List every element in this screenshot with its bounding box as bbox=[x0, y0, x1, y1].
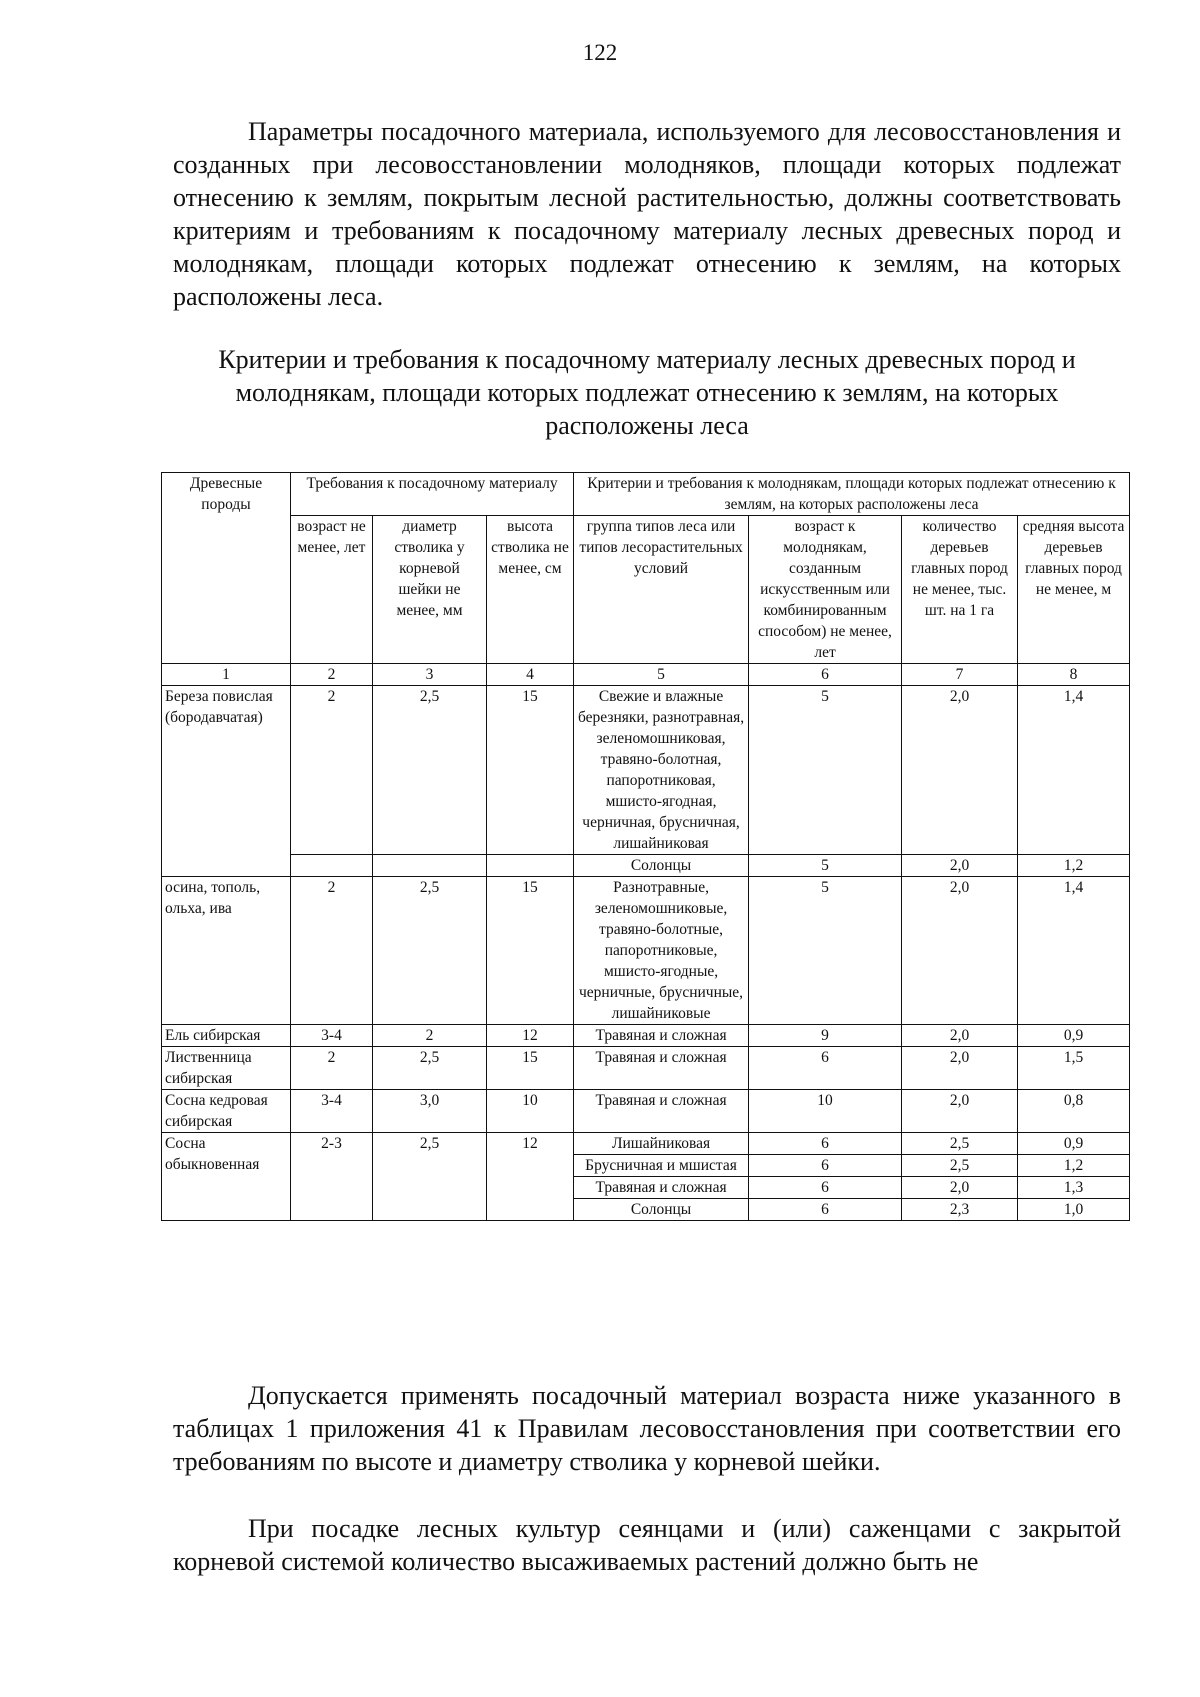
cell-avg-height: 0,9 bbox=[1018, 1025, 1130, 1047]
cell-count: 2,0 bbox=[902, 1177, 1018, 1199]
cell-count: 2,0 bbox=[902, 855, 1018, 877]
cell-forest-type: Травяная и сложная bbox=[574, 1177, 749, 1199]
cell-forest-type: Брусничная и мшистая bbox=[574, 1155, 749, 1177]
table-row bbox=[162, 1090, 1130, 1133]
cell-count: 2,0 bbox=[902, 1047, 1018, 1090]
cell-height: 15 bbox=[487, 686, 574, 855]
cell-young-age: 6 bbox=[749, 1199, 902, 1221]
cell-young-age: 5 bbox=[749, 855, 902, 877]
page-number: 122 bbox=[582, 40, 618, 65]
cell-species: Сосна обыкновенная bbox=[162, 1133, 291, 1221]
header-avg-height: средняя высота деревьев главных пород не менее, м bbox=[1018, 516, 1130, 664]
cell-avg-height: 0,8 bbox=[1018, 1090, 1130, 1133]
cell-count: 2,5 bbox=[902, 1155, 1018, 1177]
cell-age: 2 bbox=[291, 877, 373, 1025]
cell-age: 2-3 bbox=[291, 1133, 373, 1221]
cell-age: 2 bbox=[291, 1047, 373, 1090]
column-number: 1 bbox=[162, 664, 291, 686]
cell-age bbox=[291, 855, 373, 877]
cell-young-age: 5 bbox=[749, 877, 902, 1025]
column-number: 4 bbox=[487, 664, 574, 686]
cell-avg-height: 1,0 bbox=[1018, 1199, 1130, 1221]
table-title: Критерии и требования к посадочному материалу лесных древесных пород и молоднякам, площади которых подлежат отнесению к землям, на которых расположены леса bbox=[218, 345, 1076, 440]
cell-forest-type: Лишайниковая bbox=[574, 1133, 749, 1155]
intro-paragraph: Параметры посадочного материала, используемого для лесовосстановления и созданных при лесовосстановлении молодняков, площади которых подлежат отнесению к землям, покрытым лесной растительностью, должны соответствовать критериям и требованиям к посадочному материалу лесных древесных пород и молоднякам, площади которых подлежат отнесению к землям, на которых расположены леса. bbox=[173, 117, 1121, 311]
table-row bbox=[162, 877, 1130, 1025]
table-row bbox=[162, 1133, 1130, 1155]
column-number: 6 bbox=[749, 664, 902, 686]
cell-diameter: 2 bbox=[373, 1025, 487, 1047]
cell-diameter: 2,5 bbox=[373, 1133, 487, 1221]
cell-avg-height: 1,2 bbox=[1018, 855, 1130, 877]
cell-young-age: 6 bbox=[749, 1155, 902, 1177]
column-number: 2 bbox=[291, 664, 373, 686]
cell-forest-type: Разнотравные, зеленомошниковые, травяно-болотные, папоротниковые, мшисто-ягодные, черничные, брусничные, лишайниковые bbox=[574, 877, 749, 1025]
cell-diameter: 2,5 bbox=[373, 686, 487, 855]
cell-forest-type: Травяная и сложная bbox=[574, 1090, 749, 1133]
header-species: Древесные породы bbox=[162, 473, 291, 664]
cell-height bbox=[487, 855, 574, 877]
table-row bbox=[162, 1025, 1130, 1047]
cell-forest-type: Травяная и сложная bbox=[574, 1025, 749, 1047]
cell-count: 2,0 bbox=[902, 877, 1018, 1025]
cell-count: 2,5 bbox=[902, 1133, 1018, 1155]
cell-diameter bbox=[373, 855, 487, 877]
cell-age: 2 bbox=[291, 686, 373, 855]
cell-count: 2,0 bbox=[902, 686, 1018, 855]
criteria-table-container bbox=[161, 472, 1129, 1221]
cell-count: 2,0 bbox=[902, 1025, 1018, 1047]
criteria-table bbox=[161, 472, 1130, 1221]
column-number: 3 bbox=[373, 664, 487, 686]
header-forest-type: группа типов леса или типов лесорастительных условий bbox=[574, 516, 749, 664]
cell-age: 3-4 bbox=[291, 1090, 373, 1133]
table-header-row-2 bbox=[162, 516, 1130, 664]
cell-young-age: 6 bbox=[749, 1133, 902, 1155]
table-header-row-1 bbox=[162, 473, 1130, 516]
cell-young-age: 9 bbox=[749, 1025, 902, 1047]
cell-species: Береза повислая (бородавчатая) bbox=[162, 686, 291, 855]
cell-avg-height: 1,4 bbox=[1018, 686, 1130, 855]
column-number: 8 bbox=[1018, 664, 1130, 686]
header-young-age: возраст к молоднякам, созданным искусственным или комбинированным способом) не менее, лет bbox=[749, 516, 902, 664]
cell-avg-height: 1,3 bbox=[1018, 1177, 1130, 1199]
column-number-row bbox=[162, 664, 1130, 686]
header-height: высота стволика не менее, см bbox=[487, 516, 574, 664]
cell-count: 2,0 bbox=[902, 1090, 1018, 1133]
cell-avg-height: 1,4 bbox=[1018, 877, 1130, 1025]
cell-avg-height: 1,2 bbox=[1018, 1155, 1130, 1177]
cell-young-age: 6 bbox=[749, 1177, 902, 1199]
cell-species: Лиственница сибирская bbox=[162, 1047, 291, 1090]
cell-forest-type: Травяная и сложная bbox=[574, 1047, 749, 1090]
header-age: возраст не менее, лет bbox=[291, 516, 373, 664]
cell-young-age: 10 bbox=[749, 1090, 902, 1133]
cell-young-age: 5 bbox=[749, 686, 902, 855]
table-row bbox=[162, 1047, 1130, 1090]
cell-forest-type: Свежие и влажные березняки, разнотравная, зеленомошниковая, травяно-болотная, папоротниковая, мшисто-ягодная, черничная, брусничная, лишайниковая bbox=[574, 686, 749, 855]
cell-forest-type: Солонцы bbox=[574, 1199, 749, 1221]
header-group-young: Критерии и требования к молоднякам, площади которых подлежат отнесению к землям, на которых расположены леса bbox=[574, 473, 1130, 516]
table-row bbox=[162, 686, 1130, 855]
cell-height: 12 bbox=[487, 1133, 574, 1221]
column-number: 7 bbox=[902, 664, 1018, 686]
cell-young-age: 6 bbox=[749, 1047, 902, 1090]
cell-height: 10 bbox=[487, 1090, 574, 1133]
header-count: количество деревьев главных пород не менее, тыс. шт. на 1 га bbox=[902, 516, 1018, 664]
cell-diameter: 2,5 bbox=[373, 877, 487, 1025]
cell-species: осина, тополь, ольха, ива bbox=[162, 877, 291, 1025]
cell-forest-type: Солонцы bbox=[574, 855, 749, 877]
cell-species: Ель сибирская bbox=[162, 1025, 291, 1047]
cell-height: 15 bbox=[487, 1047, 574, 1090]
header-group-material: Требования к посадочному материалу bbox=[291, 473, 574, 516]
cell-age: 3-4 bbox=[291, 1025, 373, 1047]
cell-avg-height: 1,5 bbox=[1018, 1047, 1130, 1090]
header-diameter: диаметр стволика у корневой шейки не менее, мм bbox=[373, 516, 487, 664]
cell-diameter: 3,0 bbox=[373, 1090, 487, 1133]
closed-root-paragraph: При посадке лесных культур сеянцами и (или) саженцами с закрытой корневой системой количество высаживаемых растений должно быть не bbox=[173, 1514, 1121, 1576]
cell-avg-height: 0,9 bbox=[1018, 1133, 1130, 1155]
cell-height: 15 bbox=[487, 877, 574, 1025]
cell-species bbox=[162, 855, 291, 877]
cell-height: 12 bbox=[487, 1025, 574, 1047]
cell-species: Сосна кедровая сибирская bbox=[162, 1090, 291, 1133]
cell-diameter: 2,5 bbox=[373, 1047, 487, 1090]
table-row bbox=[162, 855, 1130, 877]
column-number: 5 bbox=[574, 664, 749, 686]
allowance-paragraph: Допускается применять посадочный материал возраста ниже указанного в таблицах 1 приложения 41 к Правилам лесовосстановления при соответствии его требованиям по высоте и диаметру стволика у корневой шейки. bbox=[173, 1381, 1121, 1476]
cell-count: 2,3 bbox=[902, 1199, 1018, 1221]
